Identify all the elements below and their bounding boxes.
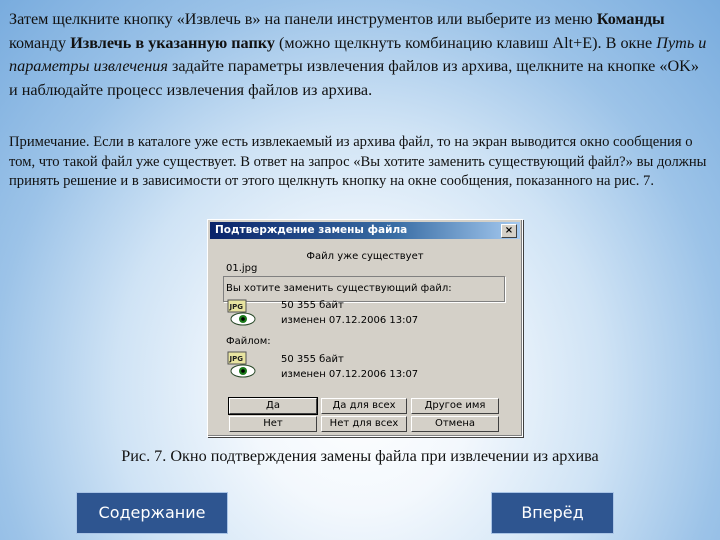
window-name: Путь и параметры извлечения: [9, 33, 707, 76]
replace-question: Вы хотите заменить существующий файл:: [226, 283, 452, 294]
intro-paragraph: Затем щелкните кнопку «Извлечь в» на панели инструментов или выберите из меню Команды команду Извлечь в указанную папку (можно щелкнуть комбинацию клавиш Alt+E). В окне Путь и параметры извлечения задайте параметры извлечения файлов из архива, щелкните на кнопке «OK» и наблюдайте процесс извлечения файлов из архива.: [9, 10, 707, 99]
command-extract-to: Извлечь в указанную папку: [70, 33, 275, 52]
dialog-titlebar: [210, 222, 520, 239]
note-paragraph: Примечание. Если в каталоге уже есть извлекаемый из архива файл, то на экран выводится окно сообщения о том, что такой файл уже существует. В ответ на запрос «Вы хотите заменить существующий файл?» вы должны принять решение и в зависимости от этого щелкнуть кнопку на окне сообщения, показанного на рис. 7.: [9, 134, 707, 190]
menu-commands: Команды: [596, 10, 665, 28]
dialog-title: Подтверждение замены файла: [215, 224, 408, 236]
icon-label: JPG: [229, 303, 243, 311]
with-file-label: Файлом:: [226, 336, 271, 347]
figure-caption: Рис. 7. Окно подтверждения замены файла при извлечении из архива: [121, 447, 599, 465]
new-file-date: изменен 07.12.2006 13:07: [281, 369, 419, 380]
yes-to-all-button[interactable]: Да для всех: [321, 398, 407, 414]
forward-button[interactable]: Вперёд: [491, 492, 614, 534]
icon-label: JPG: [229, 355, 243, 363]
no-to-all-button[interactable]: Нет для всех: [321, 416, 407, 432]
file-name: 01.jpg: [226, 263, 258, 274]
yes-button[interactable]: Да: [229, 398, 317, 414]
contents-button[interactable]: Содержание: [76, 492, 228, 534]
dialog-heading: Файл уже существует: [306, 251, 424, 262]
old-file-size: 50 355 байт: [281, 300, 344, 311]
close-button[interactable]: ×: [501, 224, 517, 238]
no-button[interactable]: Нет: [229, 416, 317, 432]
replace-confirm-dialog: [207, 219, 523, 437]
jpg-file-icon: [226, 350, 260, 380]
jpg-file-icon: [226, 298, 260, 328]
old-file-date: изменен 07.12.2006 13:07: [281, 315, 419, 326]
rename-button[interactable]: Другое имя: [411, 398, 499, 414]
new-file-size: 50 355 байт: [281, 354, 344, 365]
cancel-button[interactable]: Отмена: [411, 416, 499, 432]
